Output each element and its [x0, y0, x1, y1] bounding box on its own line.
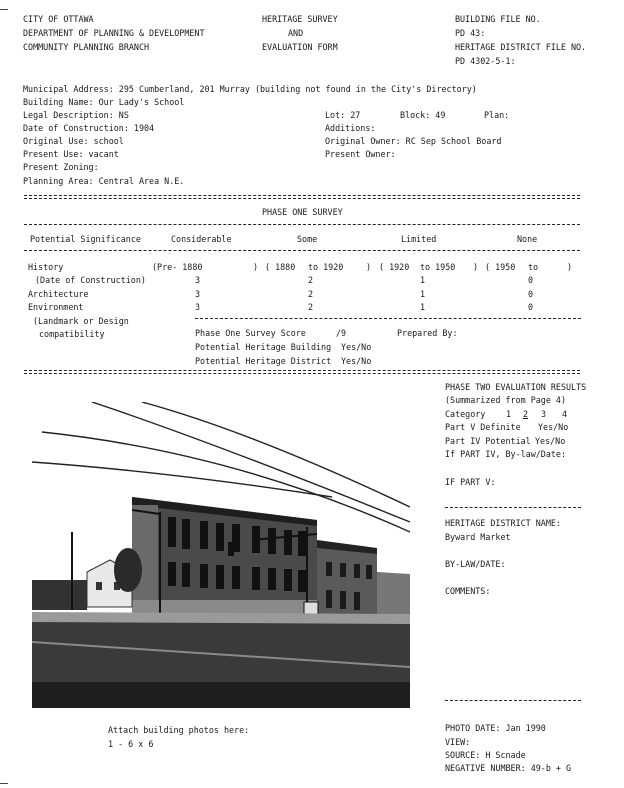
- section-divider-2: [24, 370, 580, 374]
- building-file-value: PD 43:: [455, 28, 486, 38]
- header-left-line-1: CITY OF OTTAWA: [23, 14, 94, 24]
- photo-view: VIEW:: [445, 737, 471, 747]
- part-v-yes-no: Yes/No: [538, 422, 569, 432]
- lot: Lot: 27: [325, 110, 361, 120]
- survey-score-value: /9: [336, 328, 347, 338]
- if-part-iv: If PART IV, By-law/Date:: [445, 449, 567, 459]
- phase-two-rule: [445, 507, 581, 508]
- range-1920: ( 1920: [379, 262, 410, 272]
- row-label: Architecture: [28, 289, 89, 299]
- score-considerable: 3: [195, 302, 201, 312]
- district-file-label: HERITAGE DISTRICT FILE NO.: [455, 42, 587, 52]
- range-1950: ( 1950: [485, 262, 516, 272]
- environment-note-line-1: (Landmark or Design: [33, 316, 129, 326]
- attach-photos-line-2: 1 - 6 x 6: [108, 739, 154, 749]
- if-part-v: IF PART V:: [445, 477, 496, 487]
- category-4: 4: [562, 409, 568, 419]
- score-limited: 1: [420, 289, 426, 299]
- form-title-line-1: HERITAGE SURVEY: [262, 14, 338, 24]
- row-label: Environment: [28, 302, 84, 312]
- col-considerable: Considerable: [171, 234, 232, 244]
- scan-edge-mark-top: [0, 9, 8, 10]
- score-considerable: 3: [195, 289, 201, 299]
- category-2-selected: 2: [523, 409, 529, 419]
- phase-one-title: PHASE ONE SURVEY: [262, 207, 343, 217]
- part-v-definite: Part V Definite: [445, 422, 521, 432]
- block: Block: 49: [400, 110, 446, 120]
- building-name: Building Name: Our Lady's School: [23, 97, 185, 107]
- heritage-district-name-label: HERITAGE DISTRICT NAME:: [445, 518, 561, 528]
- building-photo-drawing: [32, 402, 410, 708]
- building-photo: [32, 402, 410, 708]
- score-limited: 1: [420, 302, 426, 312]
- photo-info-rule: [445, 700, 581, 701]
- scan-edge-mark-bottom: [0, 783, 8, 784]
- sidewalk: [32, 612, 410, 624]
- table-header-rule: [24, 250, 580, 251]
- comments: COMMENTS:: [445, 586, 491, 596]
- score-none: 0: [528, 302, 534, 312]
- col-some: Some: [297, 234, 318, 244]
- heritage-district-name-value: Byward Market: [445, 532, 511, 542]
- negative-number: NEGATIVE NUMBER: 49-b + G: [445, 763, 572, 773]
- photo-source: SOURCE: H Scnade: [445, 750, 526, 760]
- score-some: 2: [308, 275, 314, 285]
- form-title-line-3: EVALUATION FORM: [262, 42, 338, 52]
- original-use: Original Use: school: [23, 136, 124, 146]
- building-file-label: BUILDING FILE NO.: [455, 14, 541, 24]
- planning-area: Planning Area: Central Area N.E.: [23, 176, 185, 186]
- category-3: 3: [541, 409, 547, 419]
- road-shadow: [32, 682, 410, 708]
- adjacent-building: [317, 540, 410, 617]
- range-close-3: ): [473, 262, 479, 272]
- district-yes-no: Yes/No: [341, 356, 372, 366]
- score-none: 0: [528, 275, 534, 285]
- date-of-construction: Date of Construction: 1904: [23, 123, 155, 133]
- col-none: None: [517, 234, 538, 244]
- header-left-line-2: DEPARTMENT OF PLANNING & DEVELOPMENT: [23, 28, 205, 38]
- part-iv-yes-no: Yes/No: [535, 436, 566, 446]
- traffic-signal: [228, 542, 234, 556]
- range-close-2: ): [366, 262, 372, 272]
- tree: [114, 548, 142, 592]
- phase-two-title: PHASE TWO EVALUATION RESULTS: [445, 382, 587, 392]
- legal-description: Legal Description: NS: [23, 110, 129, 120]
- col-potential-significance: Potential Significance: [30, 234, 141, 244]
- part-iv-potential: Part IV Potential: [445, 436, 531, 446]
- form-title-line-2: AND: [288, 28, 304, 38]
- header-left-line-3: COMMUNITY PLANNING BRANCH: [23, 42, 150, 52]
- survey-score-label: Phase One Survey Score: [195, 328, 306, 338]
- environment-note-line-2: compatibility: [39, 329, 105, 339]
- potential-heritage-building: Potential Heritage Building: [195, 342, 332, 352]
- range-pre-1880: (Pre- 1880: [152, 262, 203, 272]
- range-close-1: ): [253, 262, 259, 272]
- score-limited: 1: [420, 275, 426, 285]
- district-file-value: PD 4302-5-1:: [455, 56, 516, 66]
- row-label: (Date of Construction): [35, 275, 146, 285]
- attach-photos-line-1: Attach building photos here:: [108, 725, 250, 735]
- range-to: to: [528, 262, 539, 272]
- original-owner: Original Owner: RC Sep School Board: [325, 136, 502, 146]
- history-label: History: [28, 262, 64, 272]
- category-1: 1: [506, 409, 512, 419]
- section-divider: [24, 195, 580, 199]
- score-considerable: 3: [195, 275, 201, 285]
- score-some: 2: [308, 302, 314, 312]
- range-close-4: ): [567, 262, 573, 272]
- prepared-by: Prepared By:: [397, 328, 458, 338]
- building-yes-no: Yes/No: [341, 342, 372, 352]
- table-top-rule: [24, 224, 580, 225]
- additions: Additions:: [325, 123, 376, 133]
- plan: Plan:: [484, 110, 510, 120]
- score-section-rule: [195, 318, 581, 319]
- photo-date: PHOTO DATE: Jan 1990: [445, 723, 546, 733]
- present-zoning: Present Zoning:: [23, 162, 99, 172]
- by-law-date: BY-LAW/DATE:: [445, 559, 506, 569]
- phase-two-subtitle: (Summarized from Page 4): [445, 395, 567, 405]
- range-1880: ( 1880: [265, 262, 296, 272]
- score-some: 2: [308, 289, 314, 299]
- range-to-1950: to 1950: [420, 262, 456, 272]
- municipal-address: Municipal Address: 295 Cumberland, 201 Murray (building not found in the City's Directory): [23, 84, 477, 94]
- range-to-1920: to 1920: [308, 262, 344, 272]
- present-owner: Present Owner:: [325, 149, 396, 159]
- col-limited: Limited: [401, 234, 437, 244]
- category-label: Category: [445, 409, 486, 419]
- score-none: 0: [528, 289, 534, 299]
- present-use: Present Use: vacant: [23, 149, 119, 159]
- potential-heritage-district: Potential Heritage District: [195, 356, 332, 366]
